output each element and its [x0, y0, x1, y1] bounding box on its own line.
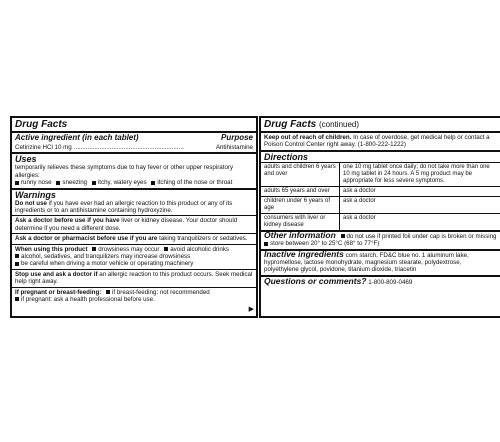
active-ingredient-row: [12, 144, 256, 152]
questions-comments: Questions or comments? 1-800-809-0469: [264, 275, 413, 286]
pregnancy: If pregnant or breast-feeding: if breast-feeding: not recommended if pregnant: ask a health professional before use.: [15, 288, 210, 304]
other-information: Other information do not use if printed foil under cap is broken or missing store between 20° to 25°C (68° to 77°F): [264, 229, 497, 248]
drug-facts-title: Drug Facts: [15, 119, 68, 130]
when-using: When using this product drowsiness may occur avoid alcoholic drinks alcohol, sedatives, and tranquilizers may increase drowsiness be careful when driving a motor vehicle or operating machinery: [15, 245, 230, 268]
do-not-use: Do not use if you have ever had an allergic reaction to this product or any of its ingredients or to an antihistamine containing hydroxyzine.: [15, 199, 233, 215]
directions-table: [261, 162, 500, 230]
table-row: adults and children 6 years and over one 10 mg tablet once daily; do not take more than one 10 mg tablet in 24 hours. A 5 mg product may be appropriate for less severe symptoms.: [261, 162, 500, 186]
ask-doctor: Ask a doctor before use if you have liver or kidney disease. Your doctor should determine if you need a different dose.: [15, 217, 238, 232]
uses-text: temporarily relieves these symptoms due to hay fever or other upper respiratory allergies: runny nose sneezing itchy, watery eyes itching of the nose or throat: [15, 164, 234, 187]
drug-facts-panel-right: [259, 116, 500, 318]
leader-dots: ................................................................: [73, 144, 184, 151]
continue-arrow-icon: ▶: [248, 306, 254, 313]
ask-pharmacist: Ask a doctor or pharmacist before use if you are taking tranquilizers or sedatives.: [15, 235, 248, 243]
purpose-value: Antihistamine: [215, 144, 253, 151]
drug-facts-panel-left: [10, 116, 258, 318]
table-row: children under 6 years of age ask a doctor: [261, 196, 500, 213]
stop-use: Stop use and ask a doctor if an allergic reaction to this product occurs. Seek medical help right away.: [15, 270, 253, 286]
uses-title: Uses: [15, 154, 37, 165]
active-ingredient-header: [12, 133, 256, 144]
active-ingredient-name: Cetirizine HCl 10 mg: [15, 144, 72, 151]
warnings-title: Warnings: [15, 189, 56, 200]
table-row: consumers with liver or kidney disease ask a doctor: [261, 213, 500, 230]
inactive-ingredients: Inactive ingredients corn starch, FD&C blue no. 1 aluminum lake, hypromellose, lactose monohydrate, magnesium stearate, polydextrose, polyethylene glycol, povidone, titanium dioxide, triacetin: [264, 248, 469, 274]
purpose-label: Purpose: [220, 133, 253, 142]
phone-number: 1-800-809-0469: [368, 278, 413, 286]
keep-out-of-reach: Keep out of reach of children. In case of overdose, get medical help or contact a Poison Control Center right away. (1-800-222-1222): [264, 134, 490, 149]
table-row: adults 65 years and over ask a doctor: [261, 186, 500, 196]
directions-title: Directions: [264, 151, 309, 162]
active-ingredient-label: Active ingredient (in each tablet): [15, 133, 139, 142]
drug-facts-continued-title: Drug Facts (continued): [264, 119, 360, 130]
